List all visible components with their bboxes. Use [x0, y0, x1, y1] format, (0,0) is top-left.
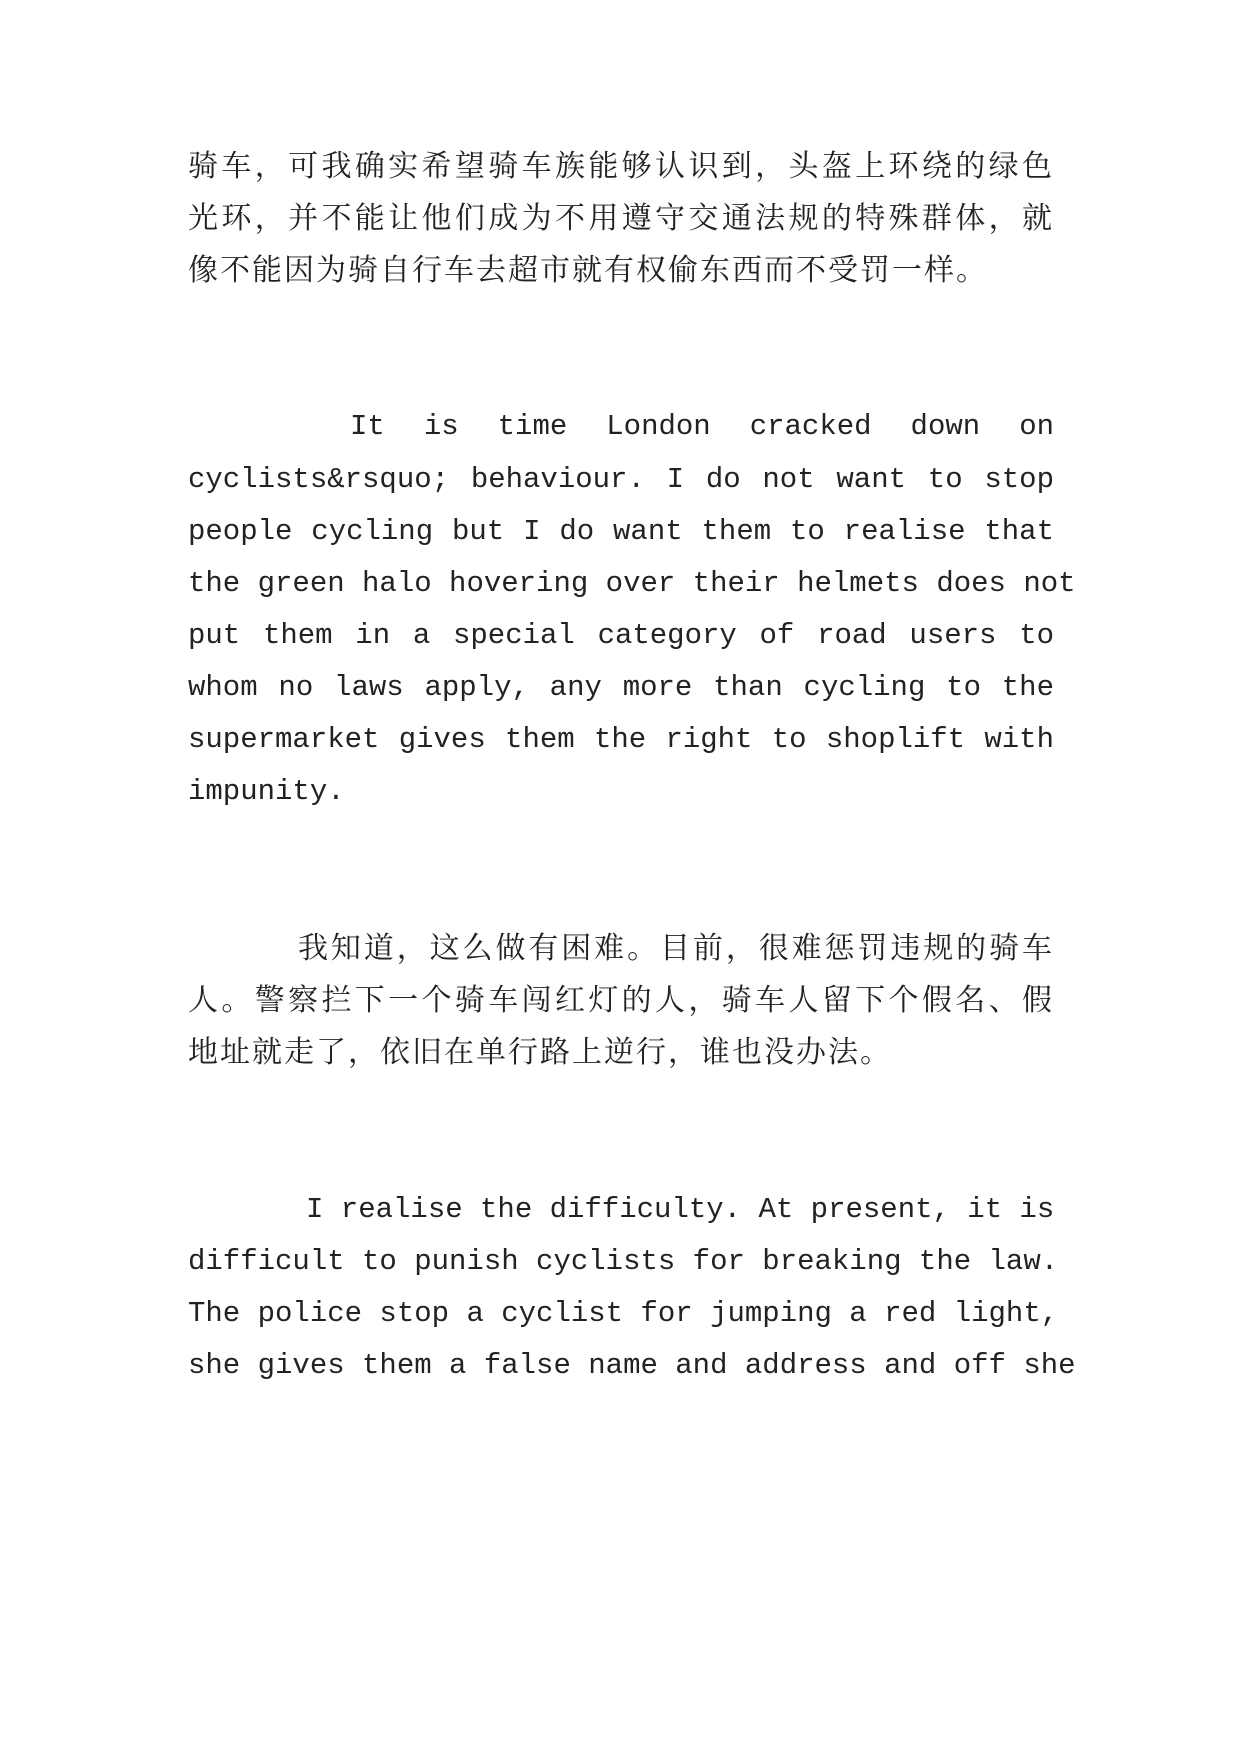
text-line: 地址就走了，依旧在单行路上逆行，谁也没办法。: [188, 1035, 892, 1070]
text-line: people cycling but I do want them to realise that: [188, 515, 1054, 548]
text-line: supermarket gives them the right to shoplift with: [188, 723, 1054, 756]
text-line: It is time London cracked down on: [350, 410, 1054, 443]
text-line: 像不能因为骑自行车去超市就有权偷东西而不受罚一样。: [188, 253, 988, 288]
text-line: 骑车，可我确实希望骑车族能够认识到，头盔上环绕的绿色: [188, 149, 1054, 184]
text-line: 光环，并不能让他们成为不用遵守交通法规的特殊群体，就: [188, 201, 1054, 236]
text-line: put them in a special category of road users to: [188, 619, 1054, 652]
text-line: 我知道，这么做有困难。目前，很难惩罚违规的骑车: [298, 931, 1054, 966]
text-line: she gives them a false name and address and off she: [188, 1349, 1076, 1382]
text-line: I realise the difficulty. At present, it is: [306, 1193, 1055, 1226]
text-line: impunity.: [188, 775, 345, 808]
text-line: cyclists&rsquo; behaviour. I do not want to stop: [188, 463, 1054, 496]
text-line: whom no laws apply, any more than cycling to the: [188, 671, 1054, 704]
text-line: 人。警察拦下一个骑车闯红灯的人，骑车人留下个假名、假: [188, 983, 1054, 1018]
text-line: The police stop a cyclist for jumping a red light,: [188, 1297, 1059, 1330]
text-line: difficult to punish cyclists for breaking the law.: [188, 1245, 1059, 1278]
text-line: the green halo hovering over their helmets does not: [188, 567, 1076, 600]
